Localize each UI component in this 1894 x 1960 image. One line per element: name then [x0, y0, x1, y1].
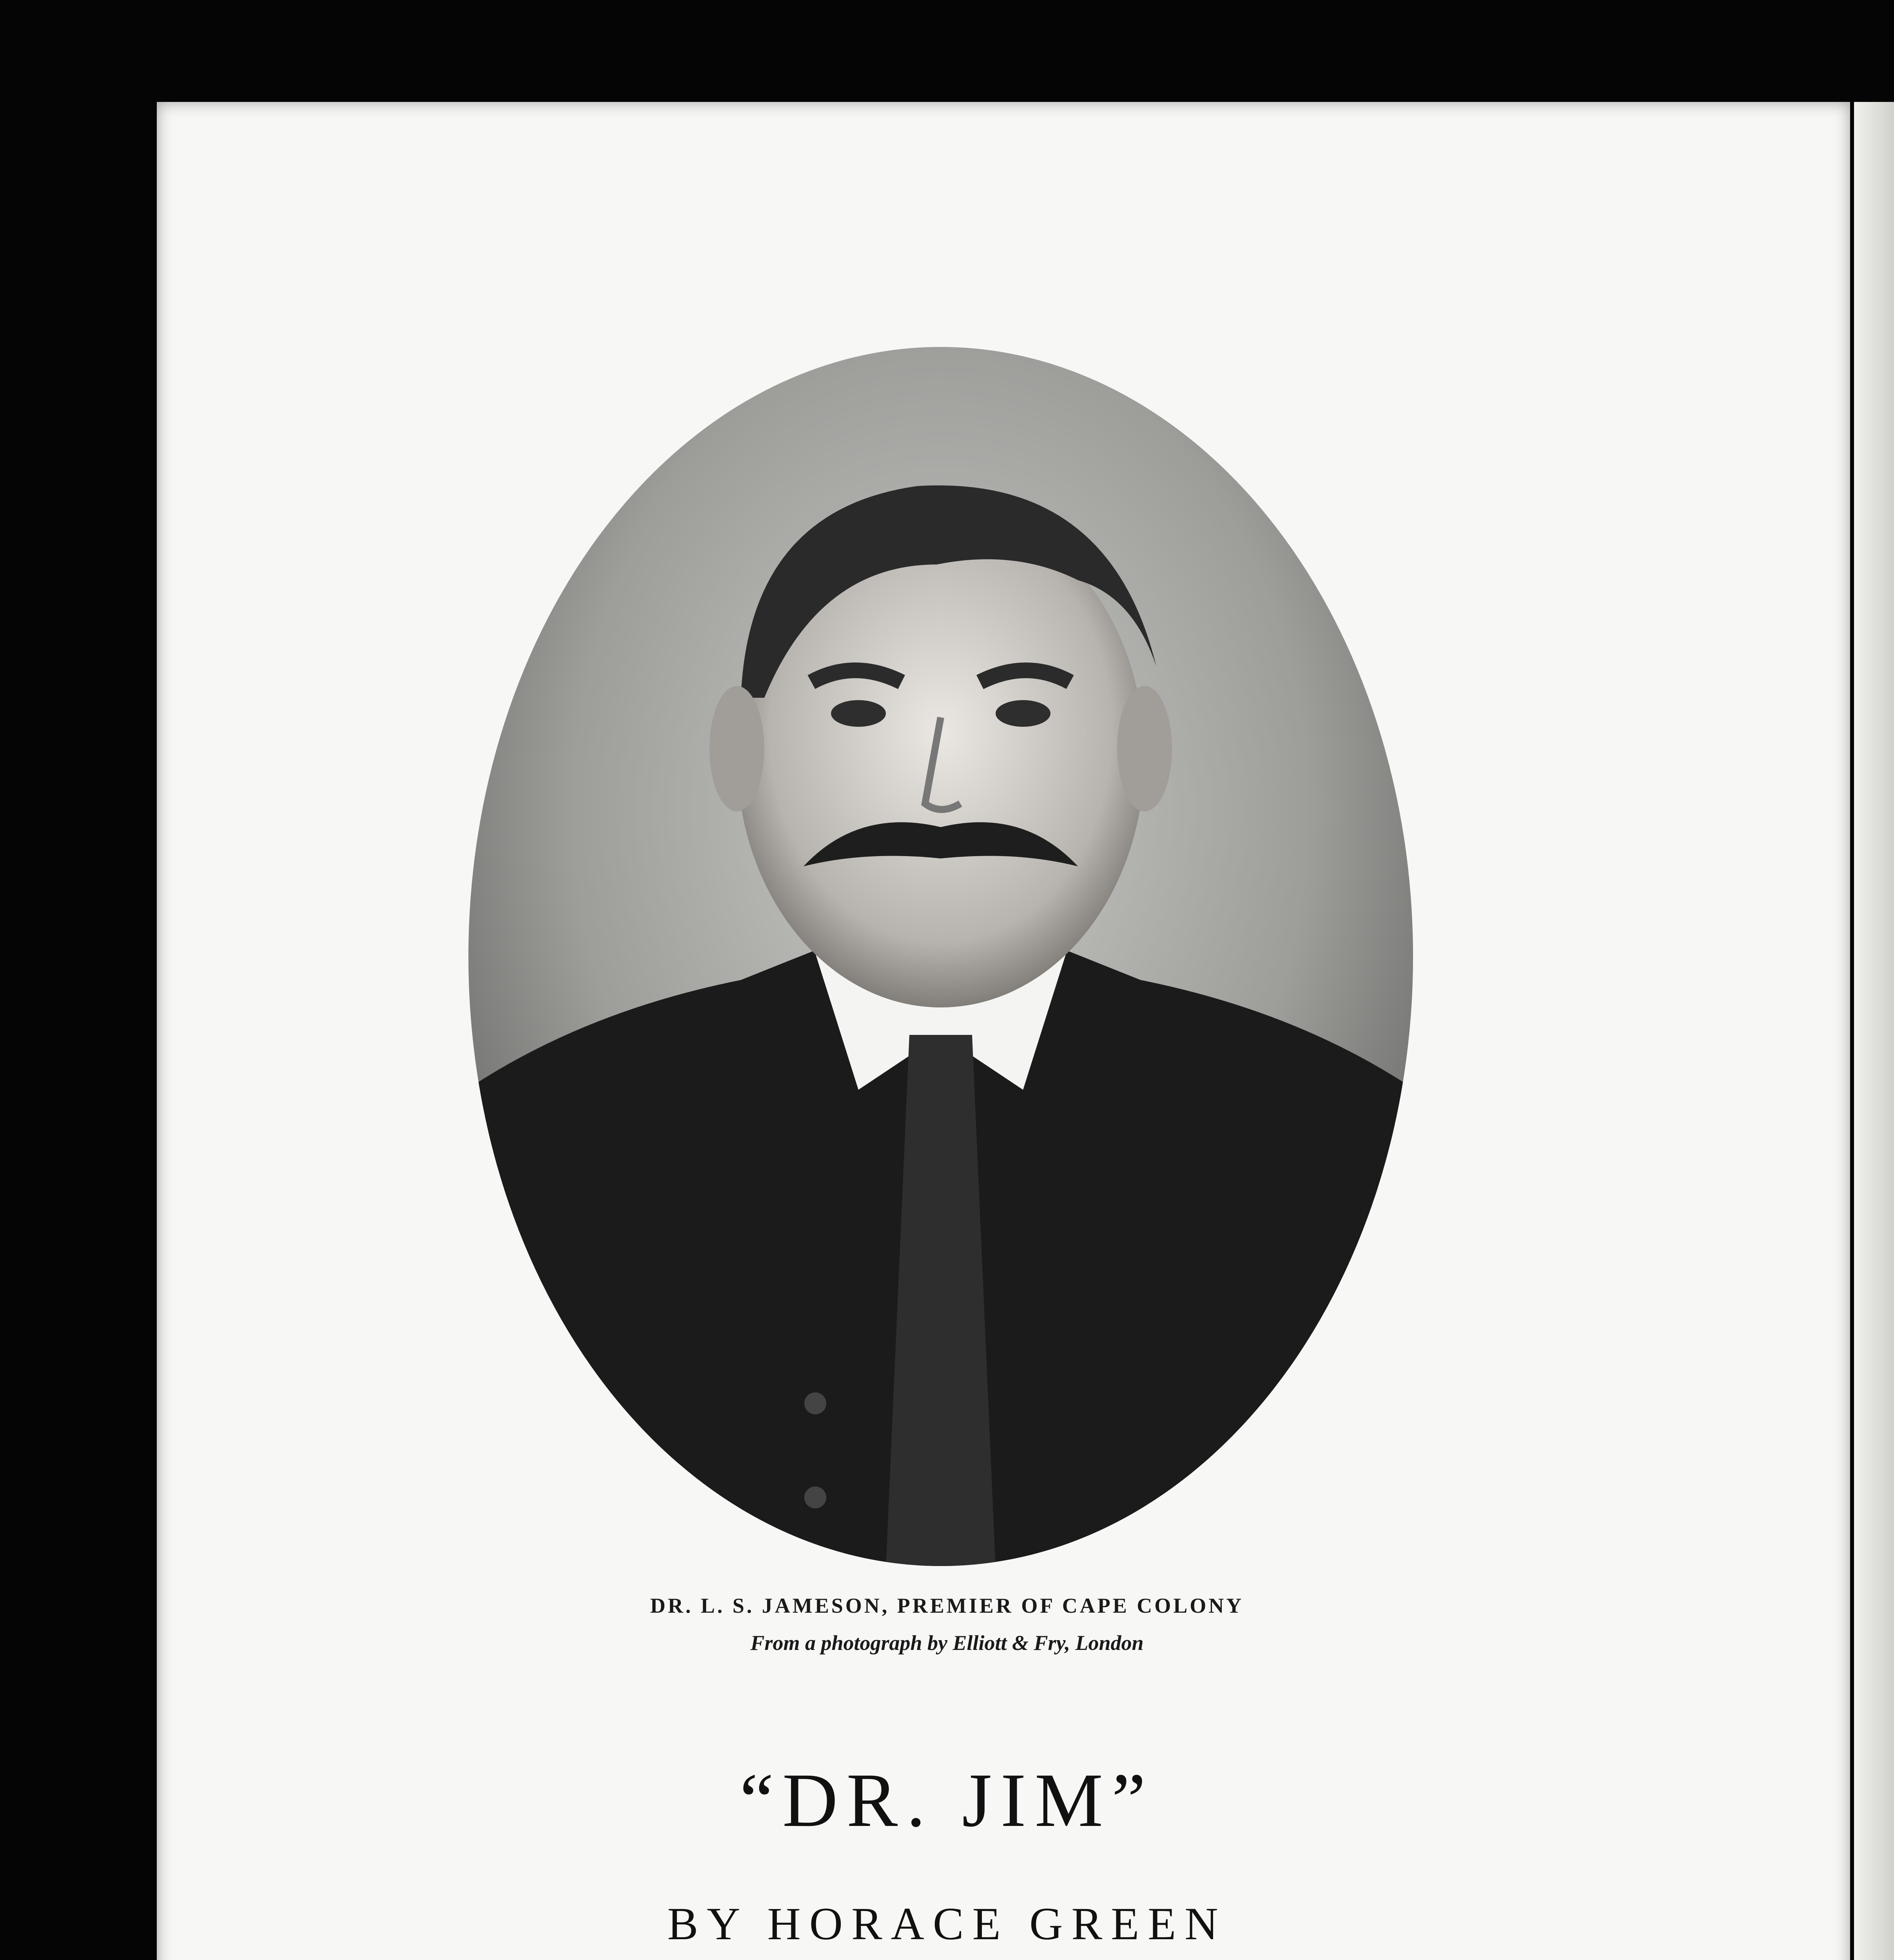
article-byline: BY HORACE GREEN	[667, 1898, 1227, 1949]
article-title: “DR. JIM”	[739, 1758, 1155, 1843]
portrait-photograph	[466, 345, 1415, 1568]
photo-credit: From a photograph by Elliott & Fry, London	[750, 1631, 1144, 1655]
adjacent-page-edge	[1854, 102, 1894, 1960]
photo-caption: DR. L. S. JAMESON, PREMIER OF CAPE COLONY	[650, 1594, 1244, 1617]
